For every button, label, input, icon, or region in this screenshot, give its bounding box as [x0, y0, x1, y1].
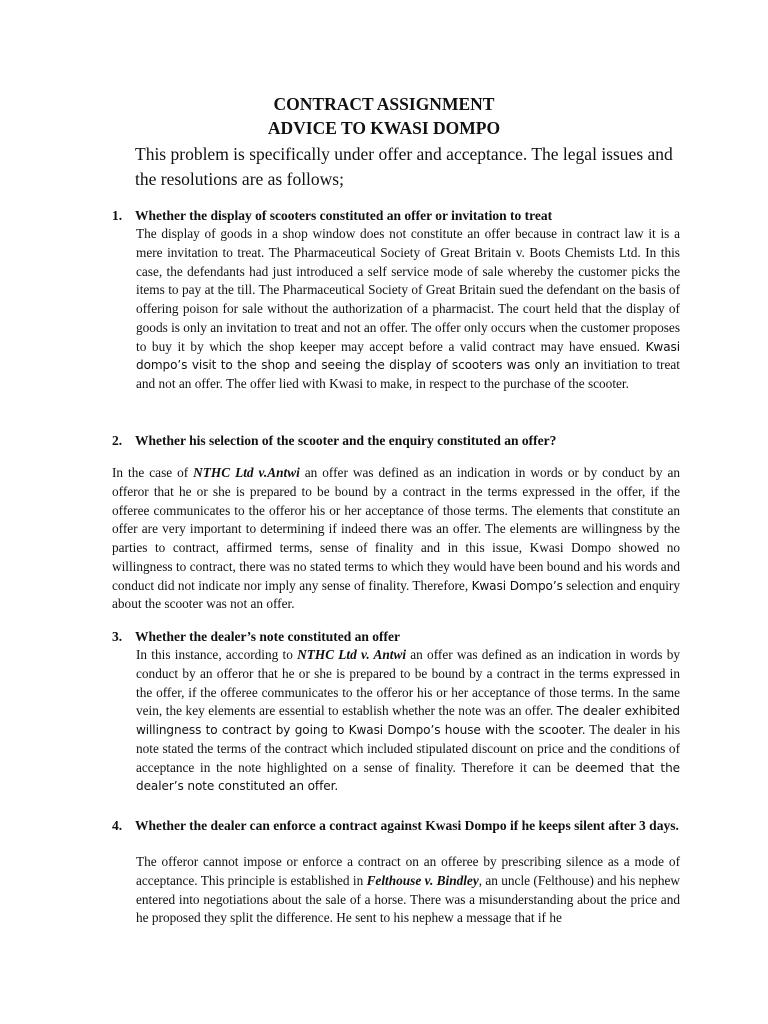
intro-paragraph: This problem is specifically under offer and acceptance. The legal issues and the resolutions are as follows; [135, 144, 673, 189]
section-4-lead: The offeror cannot impose or enforce a contract on an offeree by prescribing silence as a mode of acceptance. This principle is established in [136, 854, 680, 888]
section-4-number: 4. [112, 818, 123, 833]
section-4-case-citation: Felthouse v. Bindley [366, 872, 479, 888]
section-1-text: The display of goods in a shop window does not constitute an offer because in contract law it is a mere invitation to treat. The Pharmaceutical Society of Great Britain v. Boots Chemists Ltd. In this case, the defendants had just introduced a self service mode of sale whereby the customer picks the items to pay at the till. The Pharmaceutical Society of Great Britain sued the defendant on the basis of offering poison for sale without the authorization of a pharmacist. The court held that the display of goods is only an invitation to treat and not an offer. The offer only occurs when the customer proposes to buy it by which the shop keeper may accept before a valid contract may have ensued. [136, 226, 680, 354]
section-3-case-citation: NTHC Ltd v. Antwi [297, 647, 407, 662]
section-2-name: Kwasi Dompo’s [471, 578, 563, 593]
section-3-lead: In this instance, according to [136, 647, 293, 662]
section-3-conclusion: deemed that the dealer’s note constituted an offer. [136, 760, 680, 794]
section-4-heading-text: Whether the dealer can enforce a contract against Kwasi Dompo if he keeps silent after 3 days. [135, 818, 679, 833]
section-1-number: 1. [112, 208, 123, 223]
section-3-willingness: The dealer exhibited willingness to contract by going to Kwasi Dompo’s house with the scooter. [136, 704, 681, 737]
section-2-case-citation: NTHC Ltd v.Antwi [193, 465, 300, 480]
document-title: CONTRACT ASSIGNMENT [273, 94, 495, 114]
document-subtitle: ADVICE TO KWASI DOMPO [267, 118, 501, 138]
section-1-body [136, 225, 680, 394]
section-2-text-end: selection and enquiry about the scooter was not an offer. [112, 577, 681, 612]
section-3-body [136, 646, 680, 796]
section-3-text: an offer was defined as an indication in words by conduct by an offeror that he or she is prepared to be bound by a contract in the terms expressed in the offer, if the offeree communicates to the offeror his or her acceptance of those terms. In the same vein, the key elements are essential to establish whether the note was an offer. [136, 647, 681, 719]
section-2-lead: In the case of [112, 465, 189, 480]
section-4-text: , an uncle (Felthouse) and his nephew entered into negotiations about the sale of a horse. There was a misunderstanding about the price and he proposed they split the difference. He sent to his nephew a message that if he [136, 872, 680, 926]
section-1-heading-text: Whether the display of scooters constituted an offer or invitation to treat [135, 208, 553, 223]
section-2-heading [112, 431, 692, 451]
section-1-conclusion: Kwasi dompo’s visit to the shop and seeing the display of scooters was only an [136, 339, 680, 373]
section-3-number: 3. [112, 629, 123, 644]
section-4-heading [112, 816, 682, 836]
section-1-heading [112, 206, 692, 226]
section-2-number: 2. [112, 433, 123, 448]
section-3-heading [112, 627, 692, 647]
section-3-heading-text: Whether the dealer’s note constituted an offer [135, 629, 400, 644]
section-2-heading-text: Whether his selection of the scooter and the enquiry constituted an offer? [135, 433, 557, 448]
section-3-text-cont: The dealer in his note stated the terms of the contract which included stipulated discount on price and the conditions of acceptance in the note highlighted on a sense of finality. Therefore it can be [136, 722, 680, 775]
section-2-text: an offer was defined as an indication in words or by conduct by an offeror that he or she is prepared to be bound by a contract in the terms expressed in the offer, if the offeree communicates to the offeror his or her acceptance of those terms. The elements that constitute an offer are very important to determining if indeed there was an offer. The elements are willingness by the parties to contract, affirmed terms, sense of finality and in this issue, Kwasi Dompo showed no willingness to contract, there was no stated terms to which they would have been bound and his words and conduct did not indicate nor imply any sense of finality. Therefore, [112, 465, 681, 593]
section-4-body [136, 853, 680, 928]
section-1-text-end: invitiation to treat and not an offer. The offer lied with Kwasi to make, in respect to the purchase of the scooter. [136, 357, 680, 391]
section-2-body [112, 464, 680, 614]
